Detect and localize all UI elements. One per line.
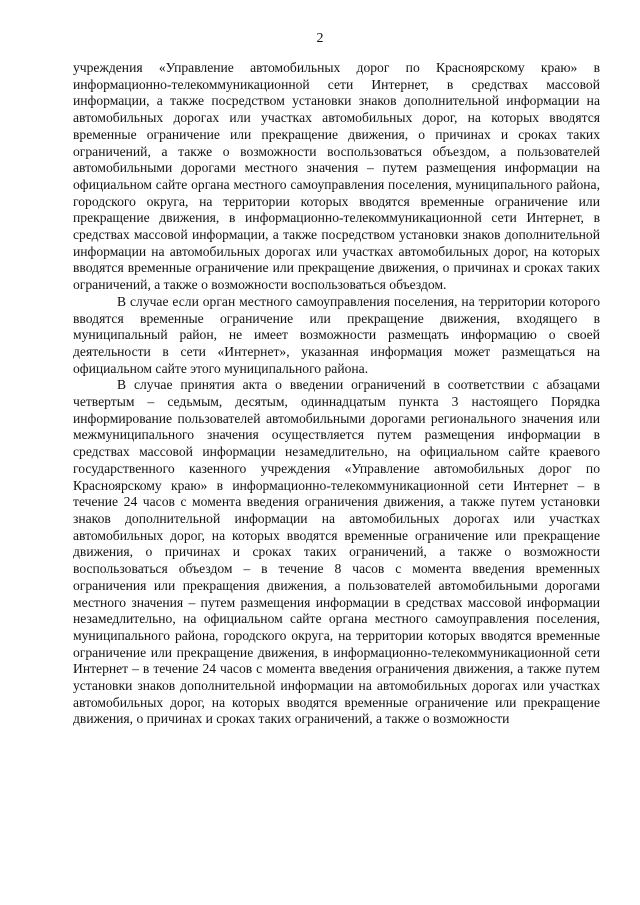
paragraph-municipal-district-site: В случае если орган местного самоуправления поселения, на территории которого вводятся временные ограничение или прекращение движения, входящего в муниципальный район, не имеет возможности размещать информацию о своей деятельности в сети «Интернет», указанная информация может размещаться на официальном сайте этого муниципального района. xyxy=(73,293,600,376)
page-number: 2 xyxy=(316,31,324,46)
document-body xyxy=(73,60,600,728)
paragraph-restriction-act-notification: В случае принятия акта о введении ограничений в соответствии с абзацами четвертым – седьмым, десятым, одиннадцатым пункта 3 настоящего Порядка информирование пользователей автомобильными дорогами регионального значения или межмуниципального значения осуществляется путем размещения информации в средствах массовой информации незамедлительно, на официальном сайте краевого государственного казенного учреждения «Управление автомобильных дорог по Красноярскому краю» в информационно-телекоммуникационной сети Интернет – в течение 24 часов с момента введения ограничения движения, а также путем установки знаков дополнительной информации на автомобильных дорогах или участках автомобильных дорог, на которых вводятся временные ограничение или прекращение движения, о причинах и сроках таких ограничений, а также о возможности воспользоваться объездом – в течение 8 часов с момента введения временных ограничения или прекращения движения, а пользователей автомобильными дорогами местного значения – путем размещения информации в средствах массовой информации незамедлительно, на официальном сайте органа местного самоуправления поселения, муниципального района, городского округа, на территории которых вводятся временные ограничение или прекращение движения, в информационно-телекоммуникационной сети Интернет – в течение 24 часов с момента введения ограничения движения, а также путем установки знаков дополнительной информации на автомобильных дорогах или участках автомобильных дорог, на которых вводятся временные ограничение или прекращение движения, о причинах и сроках таких ограничений, а также о возможности xyxy=(73,377,600,727)
paragraph-continuation: учреждения «Управление автомобильных дорог по Красноярскому краю» в информационно-телекоммуникационной сети Интернет, в средствах массовой информации, а также посредством установки знаков дополнительной информации на автомобильных дорогах или участках автомобильных дорог, на которых вводятся временные ограничение или прекращение движения, о причинах и сроках таких ограничений, а также о возможности воспользоваться объездом, а пользователей автомобильными дорогами местного значения – путем размещения информации на официальном сайте органа местного самоуправления поселения, муниципального района, городского округа, на территории которых вводятся временные ограничение или прекращение движения, в информационно-телекоммуникационной сети Интернет, в средствах массовой информации, а также посредством установки знаков дополнительной информации на автомобильных дорогах или участках автомобильных дорог, на которых вводятся временные ограничение или прекращение движения, о причинах и сроках таких ограничений, а также о возможности воспользоваться объездом. xyxy=(73,60,600,293)
